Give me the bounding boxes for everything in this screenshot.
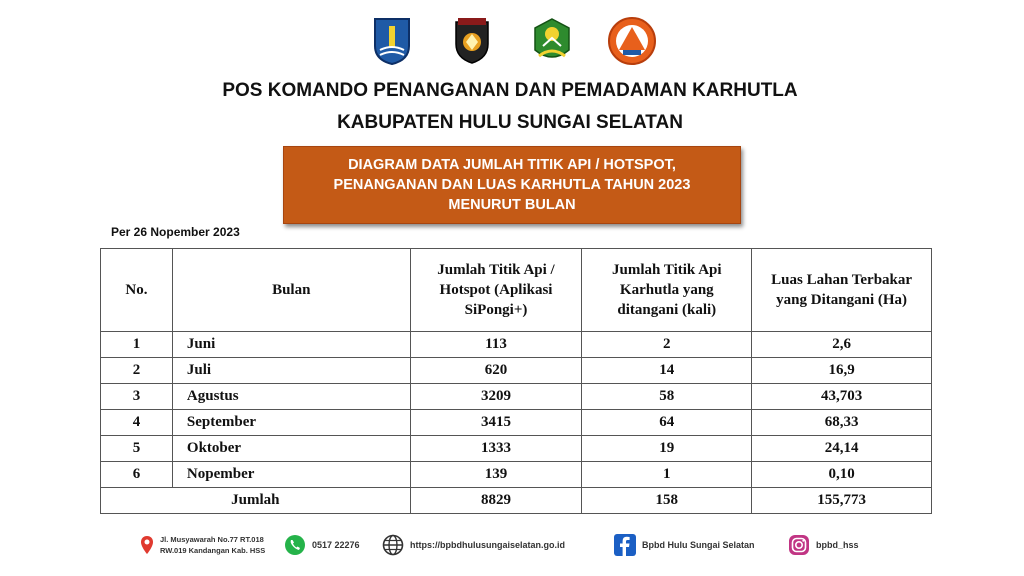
cell-ditangani: 2 — [582, 332, 752, 358]
phone-number: 0517 22276 — [312, 540, 360, 550]
cell-no: 1 — [101, 332, 173, 358]
cell-bulan: Juni — [172, 332, 410, 358]
footer-address — [140, 534, 265, 556]
cell-luas: 16,9 — [752, 358, 932, 384]
website-url: https://bpbdhulusungaiselatan.go.id — [410, 540, 565, 550]
diagram-title-banner — [283, 146, 741, 224]
cell-bulan: September — [172, 410, 410, 436]
cell-hotspot: 1333 — [410, 436, 582, 462]
cell-hotspot: 139 — [410, 462, 582, 488]
table-row — [101, 410, 932, 436]
facebook-icon — [614, 534, 636, 556]
banner-line-1: DIAGRAM DATA JUMLAH TITIK API / HOTSPOT, — [348, 157, 676, 173]
cell-no: 5 — [101, 436, 173, 462]
kabupaten-emblem-icon — [526, 12, 578, 70]
facebook-name: Bpbd Hulu Sungai Selatan — [642, 540, 755, 550]
cell-bulan: Juli — [172, 358, 410, 384]
cell-no: 6 — [101, 462, 173, 488]
header-hotspot-line: Hotspot (Aplikasi — [439, 282, 553, 298]
table-row — [101, 358, 932, 384]
whatsapp-icon — [284, 534, 306, 556]
header-luas-line: Luas Lahan Terbakar — [771, 272, 913, 288]
cell-ditangani: 1 — [582, 462, 752, 488]
table-row — [101, 384, 932, 410]
cell-bulan: Nopember — [172, 462, 410, 488]
cell-luas: 24,14 — [752, 436, 932, 462]
header-bulan: Bulan — [172, 249, 410, 332]
header-ditangani-line: Jumlah Titik Api — [612, 262, 722, 278]
header-logos — [0, 12, 1024, 70]
header-luas — [752, 249, 932, 332]
cell-no: 3 — [101, 384, 173, 410]
footer-facebook[interactable] — [614, 534, 755, 556]
cell-luas: 2,6 — [752, 332, 932, 358]
as-of-date: Per 26 Nopember 2023 — [111, 225, 240, 239]
total-luas: 155,773 — [752, 488, 932, 514]
address-line-1: Jl. Musyawarah No.77 RT.018 — [160, 535, 264, 544]
header-hotspot — [410, 249, 582, 332]
instagram-handle: bpbd_hss — [816, 540, 859, 550]
footer-phone[interactable] — [284, 534, 360, 556]
contact-footer — [0, 530, 1024, 562]
page-subtitle: KABUPATEN HULU SUNGAI SELATAN — [337, 112, 683, 133]
location-pin-icon — [140, 535, 154, 555]
bpbd-logo-icon — [606, 12, 658, 70]
cell-ditangani: 19 — [582, 436, 752, 462]
header-luas-line: yang Ditangani (Ha) — [776, 292, 908, 308]
cell-ditangani: 58 — [582, 384, 752, 410]
polres-badge-icon — [446, 12, 498, 70]
total-ditangani: 158 — [582, 488, 752, 514]
table-header-row — [101, 249, 932, 332]
cell-luas: 68,33 — [752, 410, 932, 436]
banner-line-3: MENURUT BULAN — [448, 197, 576, 213]
cell-no: 4 — [101, 410, 173, 436]
cell-ditangani: 14 — [582, 358, 752, 384]
header-ditangani-line: ditangani (kali) — [617, 302, 717, 318]
footer-website[interactable] — [382, 534, 565, 556]
banner-line-2: PENANGANAN DAN LUAS KARHUTLA TAHUN 2023 — [333, 177, 691, 193]
cell-luas: 43,703 — [752, 384, 932, 410]
footer-instagram[interactable] — [788, 534, 859, 556]
table-row — [101, 332, 932, 358]
header-ditangani — [582, 249, 752, 332]
total-hotspot: 8829 — [410, 488, 582, 514]
table-row — [101, 436, 932, 462]
cell-hotspot: 3209 — [410, 384, 582, 410]
cell-hotspot: 113 — [410, 332, 582, 358]
cell-hotspot: 620 — [410, 358, 582, 384]
cell-bulan: Oktober — [172, 436, 410, 462]
header-no: No. — [101, 249, 173, 332]
cell-bulan: Agustus — [172, 384, 410, 410]
globe-icon — [382, 534, 404, 556]
cell-hotspot: 3415 — [410, 410, 582, 436]
instagram-icon — [788, 534, 810, 556]
page-title: POS KOMANDO PENANGANAN DAN PEMADAMAN KARHUTLA — [222, 80, 798, 101]
address-line-2: RW.019 Kandangan Kab. HSS — [160, 546, 266, 555]
header-ditangani-line: Karhutla yang — [619, 282, 714, 298]
karhutla-data-table — [100, 248, 932, 514]
cell-luas: 0,10 — [752, 462, 932, 488]
table-total-row — [101, 488, 932, 514]
kabupaten-crest-icon — [366, 12, 418, 70]
table-row — [101, 462, 932, 488]
header-hotspot-line: Jumlah Titik Api / — [437, 262, 555, 278]
total-label: Jumlah — [101, 488, 411, 514]
cell-ditangani: 64 — [582, 410, 752, 436]
cell-no: 2 — [101, 358, 173, 384]
header-hotspot-line: SiPongi+) — [464, 302, 528, 318]
